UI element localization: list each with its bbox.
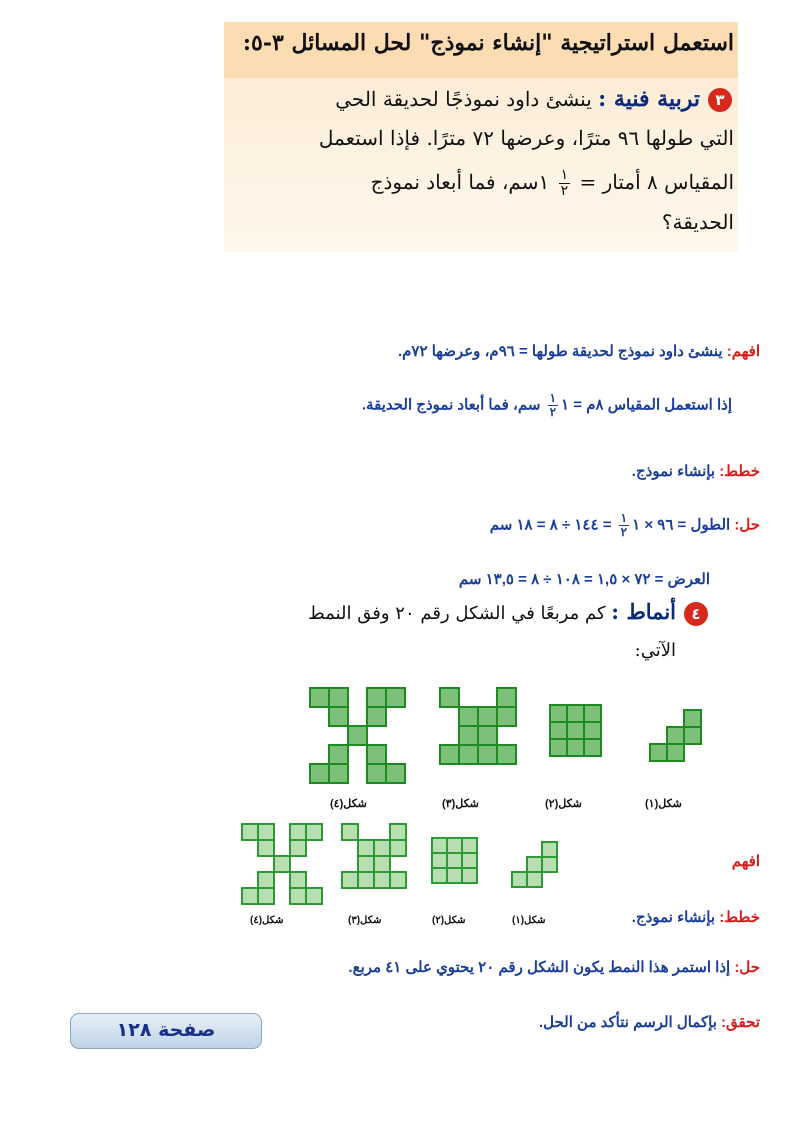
if-text-b: سم، فما أبعاد نموذج الحديقة. — [361, 396, 541, 414]
solve-length-b: = ١٤٤ ÷ ٨ = ١٨ سم — [489, 516, 612, 534]
fig3-square — [497, 688, 516, 707]
sol-fig-label-4: شكل(٤) — [250, 915, 284, 926]
sol-fig2-square — [432, 868, 447, 883]
sol-fig2-square — [432, 853, 447, 868]
fig2-square — [550, 722, 567, 739]
sol-fig3-square — [374, 872, 390, 888]
fig4-square — [386, 688, 405, 707]
sol-fig3-square — [374, 856, 390, 872]
sol-fig3-square — [358, 872, 374, 888]
exercise4-line2: الآتي: — [634, 640, 676, 661]
sol-fig2-square — [462, 853, 477, 868]
fig2-square — [567, 705, 584, 722]
exercise3-text1: ينشئ داود نموذجًا لحديقة الحي — [335, 87, 592, 111]
frac-den: ٢ — [549, 405, 557, 419]
sol4-solve — [348, 958, 760, 976]
sol-fig4-square — [290, 872, 306, 888]
fig3-square — [459, 707, 478, 726]
fig2-square — [584, 705, 601, 722]
sol-fig1-square — [542, 842, 557, 857]
fig4-square — [348, 726, 367, 745]
fig1-square — [684, 710, 701, 727]
sol-fig4-square — [306, 888, 322, 904]
solve-label: حل: — [734, 959, 760, 976]
solve-frac-whole: ١ — [632, 516, 641, 534]
sol3-understand — [398, 342, 760, 360]
sol-fig4-square — [258, 888, 274, 904]
exercise4-number-badge: ٤ — [684, 602, 708, 626]
fig3-square — [440, 688, 459, 707]
fig4-square — [367, 745, 386, 764]
if-fraction — [548, 392, 558, 419]
sol-fig4-square — [242, 888, 258, 904]
sol-fig4-square — [290, 824, 306, 840]
fig2-square — [567, 722, 584, 739]
fig3-square — [497, 745, 516, 764]
sol3-solve-length — [490, 512, 760, 539]
exercise3-line2: التي طولها ٩٦ مترًا، وعرضها ٧٢ مترًا. فإذا استعمل — [318, 126, 734, 150]
fig2-square — [567, 739, 584, 756]
sol4-understand-label: افهم — [731, 853, 760, 870]
sol-fig1-square — [527, 857, 542, 872]
frac-den: ٢ — [620, 525, 628, 539]
sol-fig2-square — [462, 868, 477, 883]
pattern-squares-light — [242, 824, 557, 904]
sol-fig2-square — [462, 838, 477, 853]
sol-fig2-square — [432, 838, 447, 853]
sol3-plan — [632, 462, 760, 480]
sol-fig1-square — [542, 857, 557, 872]
plan-text: بإنشاء نموذج. — [631, 909, 716, 926]
sol-fig-label-2: شكل(٢) — [432, 915, 466, 926]
sol-fig1-square — [512, 872, 527, 887]
frac-den: ٢ — [560, 183, 569, 199]
exercise4-title: أنماط : — [611, 599, 676, 624]
sol-fig3-square — [342, 824, 358, 840]
sol-fig4-square — [242, 824, 258, 840]
fig2-square — [550, 739, 567, 756]
sol-fig1-square — [527, 872, 542, 887]
solve-length-a: الطول = ٩٦ × — [644, 516, 731, 534]
solve-text: إذا استمر هذا النمط يكون الشكل رقم ٢٠ يحتوي على ٤١ مربع. — [348, 959, 731, 976]
solve-label: حل: — [734, 516, 760, 534]
fig2-square — [550, 705, 567, 722]
fig3-square — [478, 745, 497, 764]
exercise4-text1: كم مربعًا في الشكل رقم ٢٠ وفق النمط — [308, 603, 606, 624]
fig2-square — [584, 722, 601, 739]
understand-label: افهم: — [726, 343, 760, 360]
frac-num: ١ — [549, 391, 557, 405]
fig3-square — [497, 707, 516, 726]
understand-text: ينشئ داود نموذج لحديقة طولها = ٩٦م، وعرضها ٧٢م. — [397, 343, 723, 360]
sol-fig-label-3: شكل(٣) — [348, 915, 382, 926]
exercise3-title: تربية فنية : — [598, 86, 700, 112]
fig1-square — [650, 744, 667, 761]
plan-label: خطط: — [719, 909, 760, 926]
pattern-figures-textbook — [300, 680, 710, 790]
sol-fig-label-1: شكل(١) — [512, 915, 546, 926]
sol-fig2-square — [447, 853, 462, 868]
sol-fig4-square — [258, 840, 274, 856]
page-128-button[interactable]: صفحة ١٢٨ — [70, 1013, 262, 1049]
sol3-solve-width: العرض = ٧٢ × ١,٥ = ١٠٨ ÷ ٨ = ١٣,٥ سم — [458, 571, 710, 588]
sol-fig3-square — [358, 840, 374, 856]
fig4-square — [329, 764, 348, 783]
fig3-square — [440, 745, 459, 764]
fig1-square — [667, 727, 684, 744]
fig1-square — [667, 744, 684, 761]
sol-fig3-square — [390, 824, 406, 840]
exercise3-number-badge: ٣ — [708, 88, 732, 112]
sol-fig3-square — [390, 872, 406, 888]
plan-label: خطط: — [719, 463, 760, 480]
exercise3-fraction — [559, 168, 571, 199]
fig-label-1: شكل(١) — [645, 798, 682, 810]
exercise3-line1 — [335, 86, 700, 112]
exercise3-text3b: ١سم، فما أبعاد نموذج — [370, 170, 550, 194]
check-label: تحقق: — [721, 1014, 760, 1031]
fig4-square — [386, 764, 405, 783]
sol-fig3-square — [374, 840, 390, 856]
sol4-check — [539, 1013, 760, 1031]
fig4-square — [367, 707, 386, 726]
sol-fig2-square — [447, 838, 462, 853]
fig4-square — [329, 707, 348, 726]
sol-fig4-square — [274, 856, 290, 872]
fig4-square — [367, 688, 386, 707]
fig3-square — [459, 726, 478, 745]
sol-fig3-square — [358, 856, 374, 872]
fig1-square — [684, 727, 701, 744]
pattern-figures-solution — [232, 820, 572, 912]
check-text: بإكمال الرسم نتأكد من الحل. — [538, 1014, 717, 1031]
pattern-squares — [310, 688, 701, 783]
fig4-square — [329, 688, 348, 707]
sol-fig4-square — [258, 872, 274, 888]
if-frac-whole: ١ — [561, 396, 570, 414]
sol-fig4-square — [258, 824, 274, 840]
sol-fig2-square — [447, 868, 462, 883]
fig3-square — [478, 707, 497, 726]
fig-label-4: شكل(٤) — [330, 798, 367, 810]
fig4-square — [367, 764, 386, 783]
exercise4-line1 — [308, 599, 676, 624]
sol-fig3-square — [390, 840, 406, 856]
fig3-square — [459, 745, 478, 764]
exercise3-line4: الحديقة؟ — [661, 210, 734, 234]
if-text-a: إذا استعمل المقياس ٨م = — [573, 396, 732, 414]
sol-fig3-square — [342, 872, 358, 888]
sol3-if-line — [362, 392, 732, 419]
frac-num: ١ — [560, 167, 569, 183]
sol4-plan — [632, 908, 760, 926]
plan-text: بإنشاء نموذج. — [631, 463, 716, 480]
exercise3-line3 — [371, 168, 734, 199]
sol-fig4-square — [290, 840, 306, 856]
fig-label-3: شكل(٣) — [442, 798, 479, 810]
fig4-square — [329, 745, 348, 764]
textbook-header: استعمل استراتيجية "إنشاء نموذج" لحل المسائل ٣-٥: — [242, 30, 734, 56]
fig4-square — [310, 688, 329, 707]
sol-fig4-square — [306, 824, 322, 840]
fig4-square — [310, 764, 329, 783]
fig3-square — [478, 726, 497, 745]
sol-fig4-square — [290, 888, 306, 904]
exercise3-text3a: المقياس ٨ أمتار = — [579, 170, 734, 194]
solve-fraction — [619, 512, 629, 539]
fig-label-2: شكل(٢) — [545, 798, 582, 810]
frac-num: ١ — [620, 511, 628, 525]
fig2-square — [584, 739, 601, 756]
